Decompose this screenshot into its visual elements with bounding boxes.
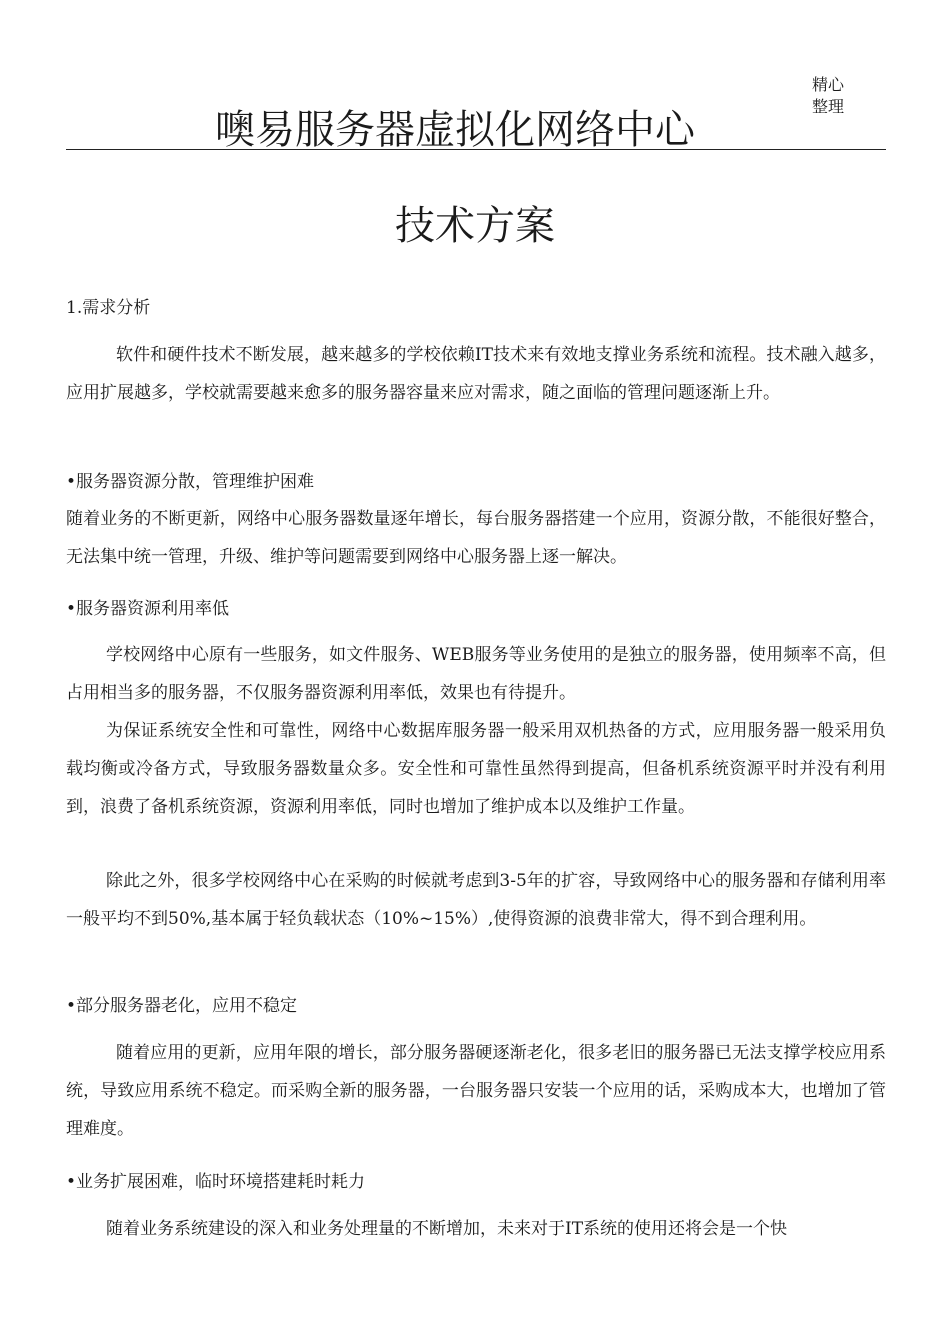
section-heading: 1.需求分析 xyxy=(66,298,151,318)
stamp-text: 精心整理 xyxy=(812,75,845,116)
paragraph: 为保证系统安全性和可靠性，网络中心数据库服务器一般采用双机热备的方式，应用服务器一般采用负载均衡或冷备方式，导致服务器数量众多。安全性和可靠性虽然得到提高，但备机系统资源平时并没有利用到，浪费了备机系统资源，资源利用率低，同时也增加了维护成本以及维护工作量。 xyxy=(66,721,886,817)
title-divider xyxy=(66,149,886,150)
paragraph: 软件和硬件技术不断发展，越来越多的学校依赖IT技术来有效地支撑业务系统和流程。技术融入越多，应用扩展越多，学校就需要越来愈多的服务器容量来应对需求，随之面临的管理问题逐渐上升。 xyxy=(66,345,886,403)
bullet-heading: •服务器资源分散，管理维护困难 xyxy=(66,472,315,492)
document-subtitle: 技术方案 xyxy=(395,203,555,249)
paragraph: 随着业务的不断更新，网络中心服务器数量逐年增长，每台服务器搭建一个应用，资源分散，不能很好整合，无法集中统一管理，升级、维护等问题需要到网络中心服务器上逐一解决。 xyxy=(66,509,886,567)
paragraph: 学校网络中心原有一些服务，如文件服务、WEB服务等业务使用的是独立的服务器，使用频率不高，但占用相当多的服务器，不仅服务器资源利用率低，效果也有待提升。 xyxy=(66,645,886,703)
document-title: 噢易服务器虚拟化网络中心 xyxy=(215,107,695,153)
bullet-heading: •服务器资源利用率低 xyxy=(66,599,230,619)
bullet-heading: •业务扩展困难，临时环境搭建耗时耗力 xyxy=(66,1172,366,1192)
bullet-heading: •部分服务器老化，应用不稳定 xyxy=(66,996,298,1016)
paragraph: 随着应用的更新，应用年限的增长，部分服务器硬逐渐老化，很多老旧的服务器已无法支撑学校应用系统，导致应用系统不稳定。而采购全新的服务器，一台服务器只安装一个应用的话，采购成本大，也增加了管理难度。 xyxy=(66,1043,886,1139)
paragraph: 随着业务系统建设的深入和业务处理量的不断增加，未来对于IT系统的使用还将会是一个快 xyxy=(106,1219,788,1239)
paragraph: 除此之外，很多学校网络中心在采购的时候就考虑到3-5年的扩容，导致网络中心的服务器和存储利用率一般平均不到50%,基本属于轻负载状态（10%~15%）,使得资源的浪费非常大，得不到合理利用。 xyxy=(66,871,886,929)
